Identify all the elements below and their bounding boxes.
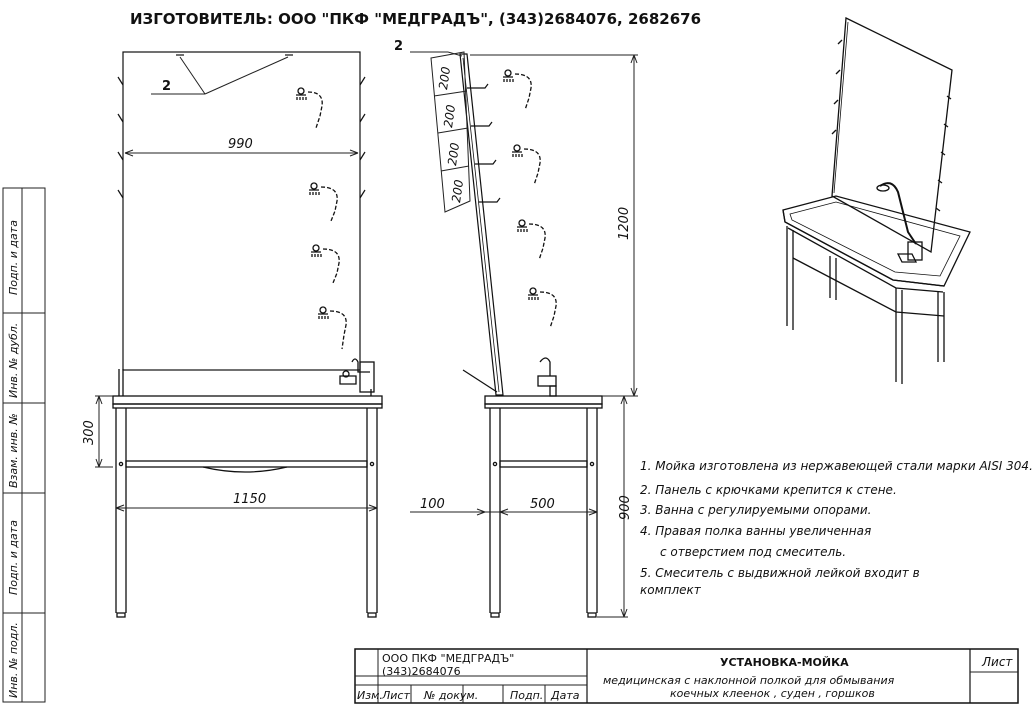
shelf-spacing-labels [431, 52, 470, 212]
manufacturer-header: ИЗГОТОВИТЕЛЬ: ООО "ПКФ "МЕДГРАДЪ", (343)2684076, 2682676 [130, 10, 702, 28]
stamp-label-orig-inv: Инв. № подл. [7, 622, 20, 698]
sheet-label: Лист [982, 655, 1013, 669]
note-5-cont: комплект [640, 583, 701, 597]
stamp-label-signature-2: Подп. и дата [7, 520, 20, 595]
dim-panel-width: 990 [228, 137, 253, 152]
drawing-title: УСТАНОВКА-МОЙКА [720, 656, 849, 669]
stamp-label-dup-inv: Инв. № дубл. [7, 322, 20, 398]
title-block-col-sign: Подп. [510, 689, 544, 702]
iso-hooks [832, 40, 951, 211]
note-4-cont: с отверстием под смеситель. [660, 545, 847, 559]
side-stamp [3, 188, 45, 702]
title-block-company: ООО ПКФ "МЕДГРАДЪ" [382, 652, 515, 665]
front-panel-hooks [118, 55, 365, 198]
iso-hook-panel [832, 18, 952, 252]
dim-depth: 500 [530, 497, 555, 512]
stamp-label-replace-inv: Взам. инв. № [7, 413, 20, 488]
side-view [394, 39, 638, 617]
note-3: 3. Ванна с регулируемыми опорами. [640, 503, 872, 517]
dim-panel-height: 1200 [617, 206, 632, 240]
title-block-col-sheet: Лист [382, 689, 410, 702]
shelf-spacing-2: 200 [441, 103, 459, 129]
dim-height: 900 [618, 495, 633, 520]
front-view [82, 52, 382, 617]
dim-bath-depth: 300 [82, 420, 97, 445]
isometric-view [783, 18, 970, 384]
drawing-subtitle-1: медицинская с наклонной полкой для обмывания [603, 674, 895, 687]
drawing-subtitle-2: коечных клеенок , суден , горшков [670, 687, 875, 700]
dim-total-width: 1150 [233, 492, 267, 507]
notes-block [640, 459, 1033, 597]
shelf-spacing-4: 200 [449, 178, 467, 204]
dim-offset: 100 [420, 497, 445, 512]
note-2: 2. Панель с крючками крепится к стене. [640, 483, 897, 497]
side-callout-label: 2 [394, 39, 404, 54]
front-hook-panel [123, 52, 360, 370]
shower-head-icons-front [296, 88, 346, 349]
title-block [355, 649, 1018, 703]
note-1: 1. Мойка изготовлена из нержавеющей стали марки AISI 304. [640, 459, 1033, 473]
faucet-side [538, 358, 556, 396]
shower-head-icons-side [503, 70, 556, 328]
shelf-spacing-1: 200 [436, 65, 454, 91]
stamp-label-signature-1: Подп. и дата [7, 220, 20, 295]
title-block-col-rev: Изм. [357, 689, 383, 702]
front-callout-label: 2 [162, 79, 172, 94]
title-block-phone: (343)2684076 [382, 665, 461, 678]
faucet-front [340, 359, 374, 392]
title-block-col-doc: № докум. [424, 689, 479, 702]
note-4: 4. Правая полка ванны увеличенная [640, 524, 872, 538]
title-block-col-date: Дата [551, 689, 580, 702]
note-5: 5. Смеситель с выдвижной лейкой входит в [640, 566, 920, 580]
shelf-spacing-3: 200 [445, 141, 463, 167]
